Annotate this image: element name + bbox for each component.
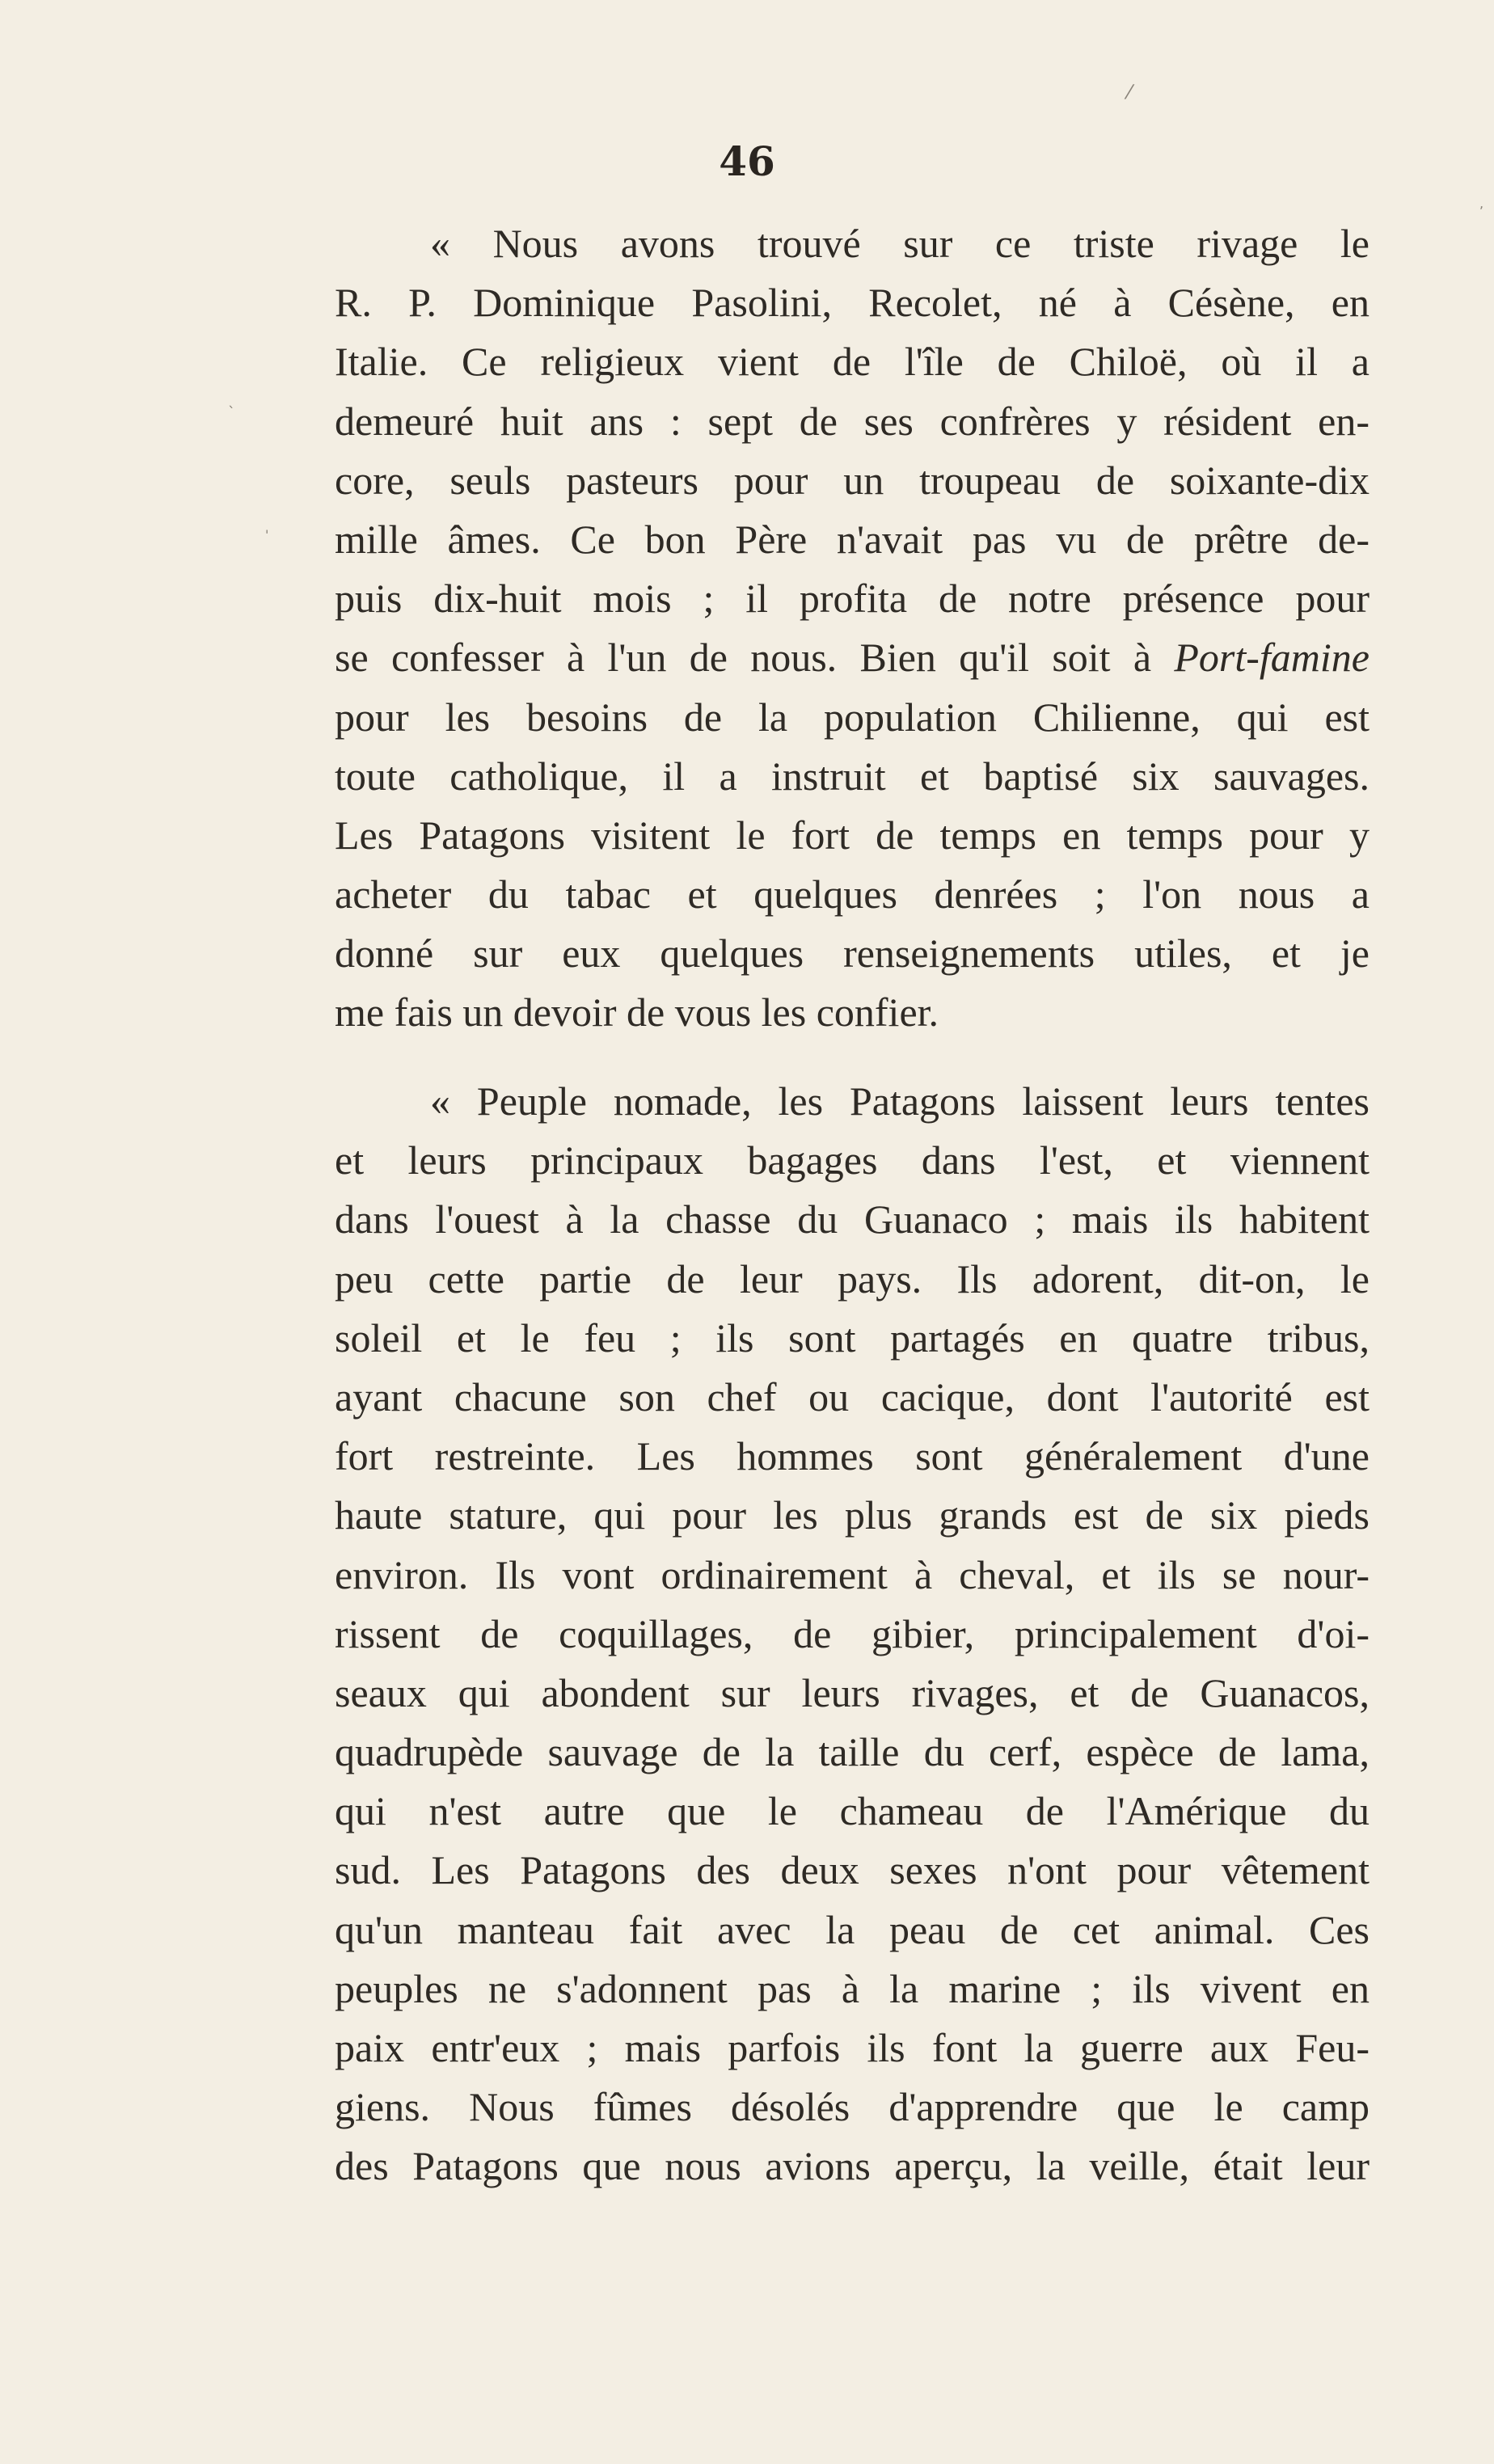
text-line: donné sur eux quelques renseignements utiles, et je bbox=[335, 930, 1370, 977]
italic-place-name: Port-famine bbox=[1174, 635, 1370, 681]
text-line: Les Patagons visitent le fort de temps en temps pour y bbox=[335, 812, 1370, 858]
page-number: 46 bbox=[719, 137, 775, 185]
text-line: fort restreinte. Les hommes sont généralement d'une bbox=[335, 1433, 1370, 1479]
margin-speck: , bbox=[1479, 196, 1484, 211]
text-line: sud. Les Patagons des deux sexes n'ont pour vêtement bbox=[335, 1847, 1370, 1893]
text-line: « Nous avons trouvé sur ce triste rivage le bbox=[430, 221, 1370, 266]
text-line: qu'un manteau fait avec la peau de cet animal. Ces bbox=[335, 1906, 1370, 1952]
text-line: core, seuls pasteurs pour un troupeau de soixante-dix bbox=[335, 457, 1370, 503]
text-line: qui n'est autre que le chameau de l'Amérique du bbox=[335, 1788, 1370, 1834]
text-line: ayant chacune son chef ou cacique, dont l'autorité est bbox=[335, 1373, 1370, 1420]
text-line: soleil et le feu ; ils sont partagés en quatre tribus, bbox=[335, 1314, 1370, 1361]
text-line: « Peuple nomade, les Patagons laissent leurs tentes bbox=[430, 1078, 1370, 1124]
text-line-with-italic bbox=[335, 628, 1370, 687]
text-line: pour les besoins de la population Chilienne, qui est bbox=[335, 694, 1370, 740]
text-line: puis dix-huit mois ; il profita de notre présence pour bbox=[335, 576, 1370, 622]
text-line: R. P. Dominique Pasolini, Recolet, né à Césène, en bbox=[335, 280, 1370, 326]
paragraph-1 bbox=[335, 214, 1370, 1043]
text-line: quadrupède sauvage de la taille du cerf, espèce de lama, bbox=[335, 1729, 1370, 1775]
pencil-tick-mark: ⁄ bbox=[1128, 81, 1132, 103]
text-line: acheter du tabac et quelques denrées ; l'on nous a bbox=[335, 871, 1370, 918]
text-line: haute stature, qui pour les plus grands est de six pieds bbox=[335, 1492, 1370, 1538]
text-line: et leurs principaux bagages dans l'est, et viennent bbox=[335, 1137, 1370, 1183]
text-line: environ. Ils vont ordinairement à cheval, et ils se nour- bbox=[335, 1551, 1370, 1597]
text-line: des Patagons que nous avions aperçu, la veille, était leur bbox=[335, 2143, 1370, 2189]
text-line: seaux qui abondent sur leurs rivages, et de Guanacos, bbox=[335, 1669, 1370, 1715]
text-line: giens. Nous fûmes désolés d'apprendre que le camp bbox=[335, 2084, 1370, 2130]
text-line: mille âmes. Ce bon Père n'avait pas vu de prêtre de- bbox=[335, 516, 1370, 562]
margin-speck: ` bbox=[228, 404, 235, 421]
margin-speck: ' bbox=[265, 527, 269, 542]
text-line: peuples ne s'adonnent pas à la marine ; ils vivent en bbox=[335, 1965, 1370, 2011]
text-line: demeuré huit ans : sept de ses confrères y résident en- bbox=[335, 398, 1370, 444]
paragraph-2 bbox=[335, 1072, 1370, 2196]
text-line: toute catholique, il a instruit et baptisé six sauvages. bbox=[335, 753, 1370, 799]
text-segment: se confesser à l'un de nous. Bien qu'il soit à bbox=[335, 635, 1175, 681]
text-line: paix entr'eux ; mais parfois ils font la guerre aux Feu- bbox=[335, 2025, 1370, 2070]
text-line: Italie. Ce religieux vient de l'île de Chiloë, où il a bbox=[335, 339, 1370, 385]
text-line: peu cette partie de leur pays. Ils adorent, dit-on, le bbox=[335, 1255, 1370, 1302]
text-line: me fais un devoir de vous les confier. bbox=[335, 989, 939, 1036]
text-line: dans l'ouest à la chasse du Guanaco ; mais ils habitent bbox=[335, 1196, 1370, 1243]
text-line: rissent de coquillages, de gibier, principalement d'oi- bbox=[335, 1610, 1370, 1656]
